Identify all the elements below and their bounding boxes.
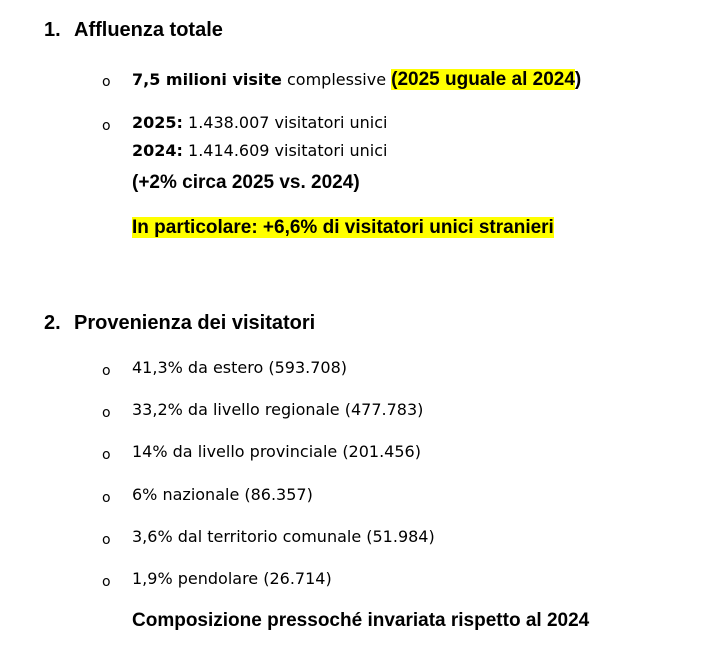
list-item: 6% nazionale (86.357) bbox=[132, 485, 313, 504]
section-2-number: 2. bbox=[44, 312, 61, 334]
bullet-icon: o bbox=[102, 447, 111, 463]
bullet-icon: o bbox=[102, 118, 111, 134]
year-2025-label: 2025: bbox=[132, 113, 183, 132]
unique-visitors-2024 bbox=[132, 141, 387, 160]
list-item: 41,3% da estero (593.708) bbox=[132, 358, 348, 377]
bullet-icon: o bbox=[102, 574, 111, 590]
list-item: 14% da livello provinciale (201.456) bbox=[132, 442, 421, 461]
bullet-icon: o bbox=[102, 490, 111, 506]
section-1-number: 1. bbox=[44, 19, 61, 41]
section-2-title: Provenienza dei visitatori bbox=[74, 312, 316, 334]
section-1-title: Affluenza totale bbox=[74, 19, 223, 41]
list-item: 3,6% dal territorio comunale (51.984) bbox=[132, 527, 435, 546]
list-item: 33,2% da livello regionale (477.783) bbox=[132, 400, 424, 419]
bullet-icon: o bbox=[102, 405, 111, 421]
total-visits-bold: 7,5 milioni visite bbox=[132, 70, 282, 89]
section-2-heading bbox=[44, 312, 315, 335]
foreign-visitors-highlight: In particolare: +6,6% di visitatori unici stranieri bbox=[132, 217, 554, 238]
conclusion-text: Composizione pressoché invariata rispetto al 2024 bbox=[132, 610, 590, 631]
total-visits-tail: ) bbox=[574, 69, 582, 90]
list-item: 1,9% pendolare (26.714) bbox=[132, 569, 332, 588]
year-2024-value: 1.414.609 visitatori unici bbox=[182, 141, 388, 160]
year-2025-value: 1.438.007 visitatori unici bbox=[182, 113, 388, 132]
year-2024-label: 2024: bbox=[132, 141, 183, 160]
unique-visitors-2025 bbox=[132, 113, 387, 132]
bullet-icon: o bbox=[102, 532, 111, 548]
bullet-icon: o bbox=[102, 363, 111, 379]
bullet-icon: o bbox=[102, 74, 111, 90]
total-visits-normal: complessive bbox=[281, 70, 392, 89]
list-item-total-visits bbox=[132, 69, 581, 91]
section-1-heading bbox=[44, 19, 223, 42]
delta-text: (+2% circa 2025 vs. 2024) bbox=[132, 172, 360, 193]
total-visits-highlight: (2025 uguale al 2024 bbox=[391, 69, 575, 90]
